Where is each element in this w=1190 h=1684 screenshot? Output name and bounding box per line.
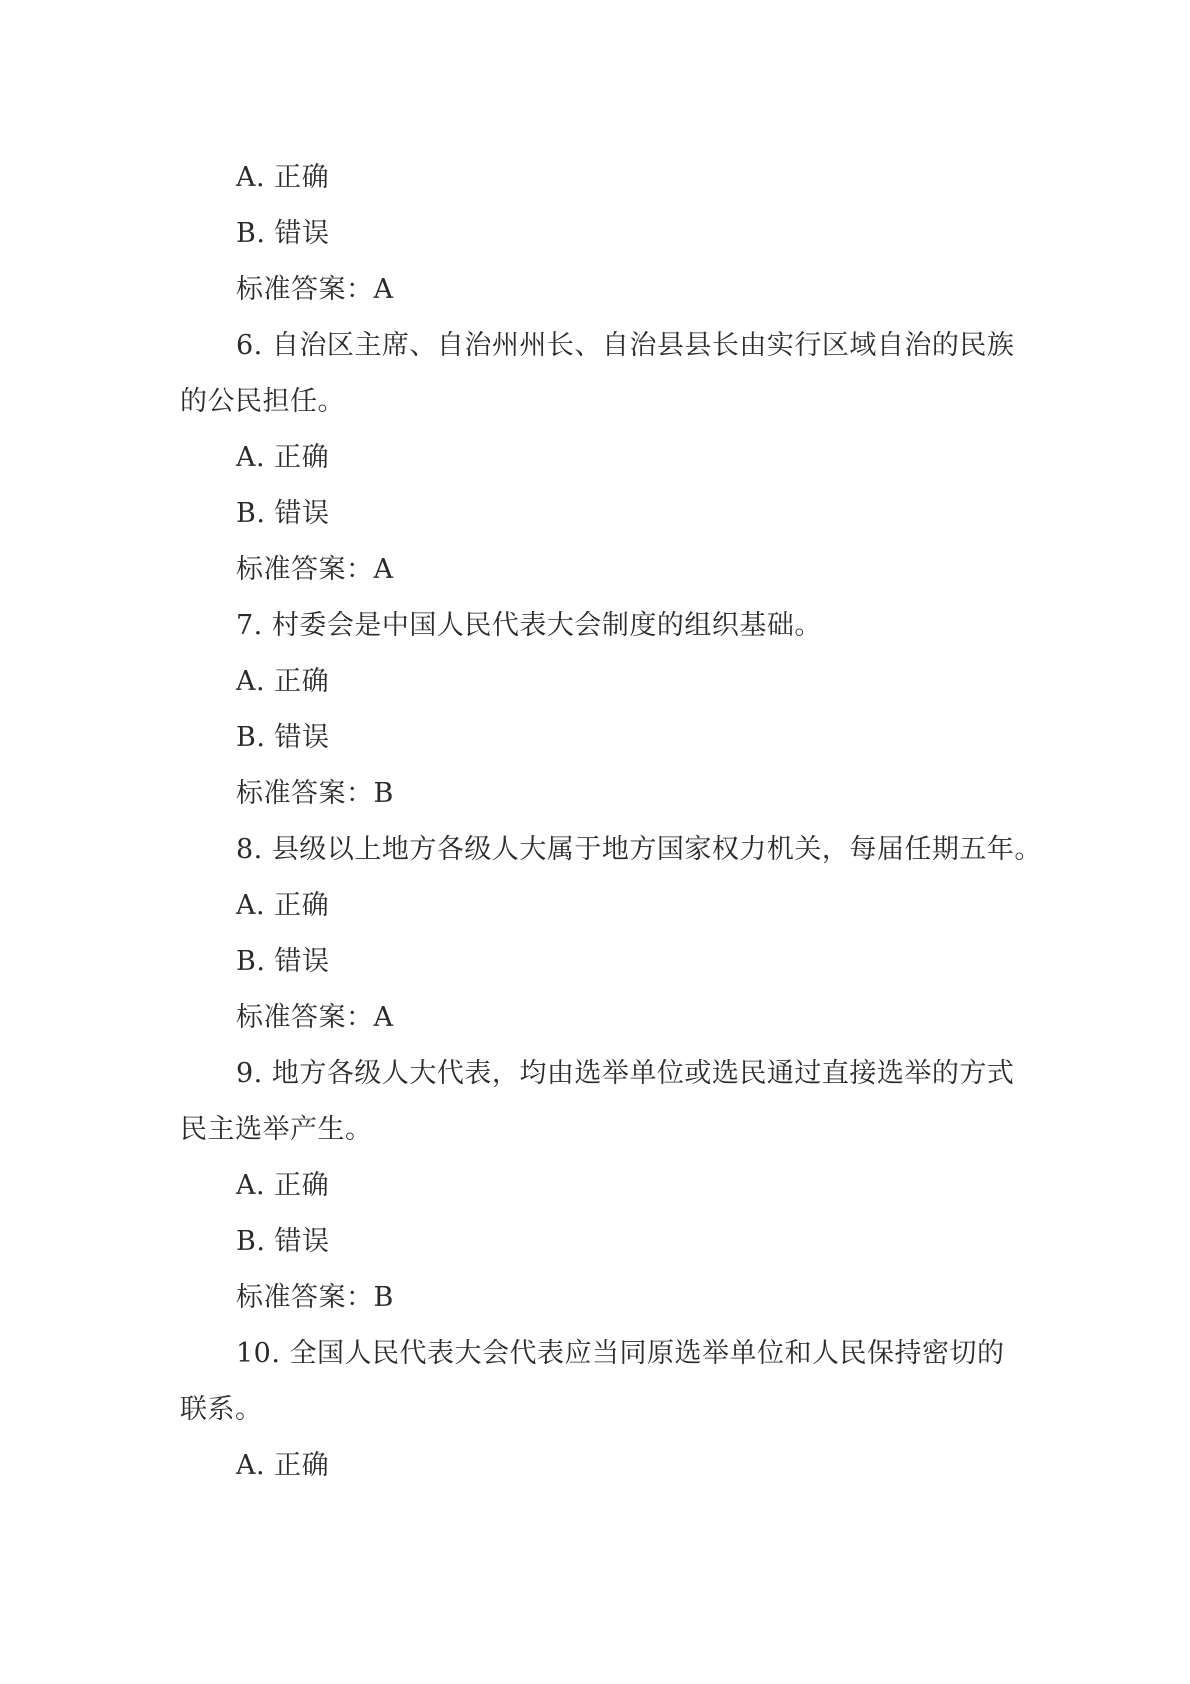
option-b: B. 错误 xyxy=(236,218,330,249)
question-9-continued: 民主选举产生。 xyxy=(180,1114,373,1145)
question-10-continued: 联系。 xyxy=(180,1394,263,1425)
question-6: 6. 自治区主席、自治州州长、自治县县长由实行区域自治的民族 xyxy=(236,330,1015,361)
option-b: B. 错误 xyxy=(236,1226,330,1257)
option-a: A. 正确 xyxy=(236,890,330,921)
answer-label: 标准答案：B xyxy=(236,778,394,809)
question-9: 9. 地方各级人大代表，均由选举单位或选民通过直接选举的方式 xyxy=(236,1058,1015,1089)
option-a: A. 正确 xyxy=(236,1170,330,1201)
option-a: A. 正确 xyxy=(236,1450,330,1481)
answer-label: 标准答案：B xyxy=(236,1282,394,1313)
answer-label: 标准答案：A xyxy=(236,1002,394,1033)
question-10: 10. 全国人民代表大会代表应当同原选举单位和人民保持密切的 xyxy=(236,1338,1005,1369)
option-a: A. 正确 xyxy=(236,162,330,193)
option-a: A. 正确 xyxy=(236,666,330,697)
option-b: B. 错误 xyxy=(236,946,330,977)
question-7: 7. 村委会是中国人民代表大会制度的组织基础。 xyxy=(236,610,822,641)
answer-label: 标准答案：A xyxy=(236,554,394,585)
answer-label: 标准答案：A xyxy=(236,274,394,305)
question-8: 8. 县级以上地方各级人大属于地方国家权力机关，每届任期五年。 xyxy=(236,834,1042,865)
option-b: B. 错误 xyxy=(236,722,330,753)
option-a: A. 正确 xyxy=(236,442,330,473)
question-6-continued: 的公民担任。 xyxy=(180,386,345,417)
option-b: B. 错误 xyxy=(236,498,330,529)
